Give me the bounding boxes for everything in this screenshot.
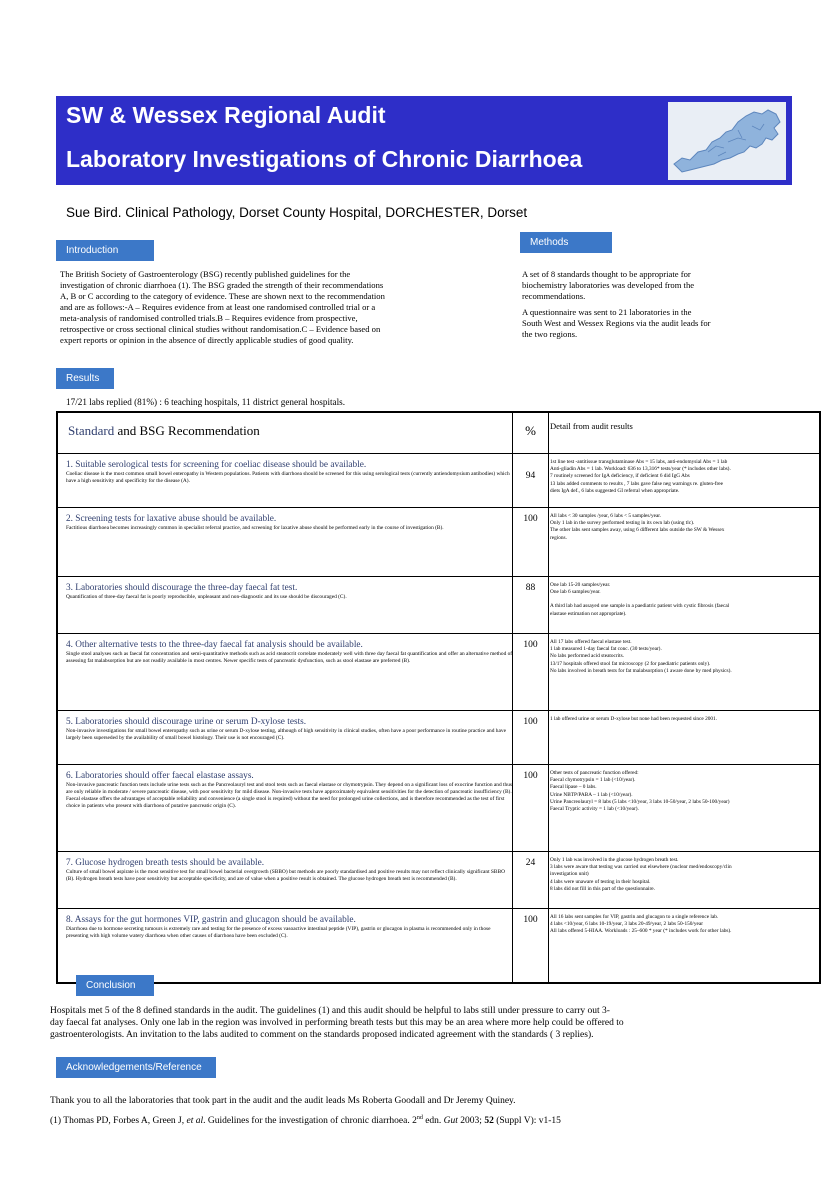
percent-cell: 100 xyxy=(523,771,538,781)
table-row xyxy=(58,507,819,577)
detail-line: The other labs sent samples away, using 6 different labs outside the SW & Wessex xyxy=(550,527,725,534)
table-row xyxy=(58,851,819,909)
percent-cell: 88 xyxy=(525,583,536,593)
reference-authors: (1) Thomas PD, Forbes A, Green J, xyxy=(50,1116,187,1127)
percent-cell: 100 xyxy=(523,717,538,727)
reference-journal: Gut xyxy=(443,1116,458,1127)
intro-line: retrospective or cross sectional clinical studies without randomisation.C – Evidence based on xyxy=(60,324,381,334)
acknowledgement-text: Thank you to all the laboratories that took part in the audit and the audit leads Ms Roberta Goodall and Dr Jeremy Quiney. xyxy=(50,1096,516,1106)
detail-line: 4 labs <10/year, 6 labs 10-19/year, 3 labs 20-49/year, 2 labs 50-150/year xyxy=(550,921,703,928)
methods-line: biochemistry laboratories was developed from the xyxy=(522,280,695,290)
reference-volume: 52 xyxy=(484,1116,494,1127)
standard-title: 5. Laboratories should discourage urine or serum D-xylose tests. xyxy=(66,717,307,727)
detail-line: 13 labs added comments to results , 7 labs gave false neg warnings re. gluten-free xyxy=(550,480,723,487)
region-map-image xyxy=(668,102,786,180)
methods-heading: Methods xyxy=(520,232,612,253)
percent-cell: 100 xyxy=(523,915,538,925)
detail-cell xyxy=(550,582,815,618)
detail-line: 1st line test -antitissue transglutaminase Abs = 15 labs, anti-endomysial Abs = 1 lab xyxy=(550,459,728,465)
standard-title: 2. Screening tests for laxative abuse should be available. xyxy=(66,514,277,524)
detail-line: diets IgA def., 6 labs suggested GI referral when appropriate. xyxy=(550,487,680,494)
detail-cell xyxy=(550,770,815,813)
header-detail: Detail from audit results xyxy=(550,421,633,431)
detail-cell xyxy=(550,639,815,675)
conclusion-line: day faecal fat analyses. Only one lab in the region was involved in performing breath tests but this may be an area where more help could be offered to xyxy=(50,1018,624,1028)
methods-line: South West and Wessex Regions via the audit leads for xyxy=(522,318,711,328)
detail-line: Faecal Tryptic activity = 1 lab (<10/year). xyxy=(550,806,639,813)
reference-edition-suffix: nd xyxy=(416,1115,423,1121)
acknowledgements-heading: Acknowledgements/Reference xyxy=(56,1057,216,1078)
standard-body: Culture of small bowel aspirate is the most sensitive test for small bowel bacterial overgrowth (SBBO) but methods are poorly standardised and positive results may not reflect clinically significant SBBO (B). Hydrogen breath tests have poor sensitivity but acceptable specificity, and are of value when a positive result is obtained. The glucose hydrogen breath test is recommended (B). xyxy=(66,869,505,882)
banner-title-line2: Laboratory Investigations of Chronic Diarrhoea xyxy=(66,146,583,172)
standard-cell xyxy=(66,716,514,742)
results-heading: Results xyxy=(56,368,114,389)
standard-body: Non-invasive investigations for small bowel enteropathy such as urine or serum D-xylose testing, although of high sensitivity in clinical studies, often have a poor performance in routine practice and have largely been superseded by the availability of small bowel histology. Their use is not encouraged (C). xyxy=(66,728,506,741)
methods-line: recommendations. xyxy=(522,291,586,301)
standard-cell xyxy=(66,770,514,810)
table-row xyxy=(58,710,819,765)
table-header-row xyxy=(58,413,819,453)
banner-title-line1: SW & Wessex Regional Audit xyxy=(66,102,386,128)
detail-cell xyxy=(550,459,815,495)
detail-line: All labs offered 5-HIAA. Workloads : 25–600 * year (* includes work for other labs). xyxy=(550,928,732,935)
standard-cell xyxy=(66,639,514,665)
reference-pages: (Suppl V): v1-15 xyxy=(493,1116,561,1127)
table-row xyxy=(58,576,819,634)
detail-line: regions. xyxy=(550,534,567,541)
standard-title: 6. Laboratories should offer faecal elastase assays. xyxy=(66,771,254,781)
reference-edition: edn. xyxy=(422,1116,444,1127)
standard-cell xyxy=(66,582,514,601)
standard-cell xyxy=(66,914,514,940)
table-row xyxy=(58,633,819,711)
detail-line: 1 lab measured 1-day faecal fat conc. (30 tests/year). xyxy=(550,646,662,653)
title-banner xyxy=(56,96,792,185)
header-standard-rest: and BSG Recommendation xyxy=(114,423,260,438)
intro-line: A, B or C according to the category of evidence. These are shown next to the recommendation xyxy=(60,291,385,301)
reference-citation xyxy=(50,1112,790,1127)
percent-cell: 100 xyxy=(523,514,538,524)
table-row xyxy=(58,453,819,508)
results-summary: 17/21 labs replied (81%) : 6 teaching hospitals, 11 district general hospitals. xyxy=(66,397,346,407)
standard-title: 7. Glucose hydrogen breath tests should be available. xyxy=(66,858,265,868)
detail-line: Anti-gliadin Abs = 1 lab. Workload: 636 to 13,316* tests/year (* includes other labs). xyxy=(550,466,731,473)
standard-body: Quantification of three-day faecal fat is poorly reproducible, unpleasant and non-diagnostic and its use should be discouraged (C). xyxy=(66,594,347,600)
standard-title: 3. Laboratories should discourage the three-day faecal fat test. xyxy=(66,583,298,593)
intro-line: The British Society of Gastroenterology (BSG) recently published guidelines for the xyxy=(60,269,351,279)
detail-line: Only 1 lab in the survey performed testing in its own lab (using tlc). xyxy=(550,520,695,527)
reference-year: 2003; xyxy=(457,1116,485,1127)
detail-line: elastase estimation not appropriate). xyxy=(550,610,627,617)
detail-line: 7 routinely screened for IgA deficiency, if deficient 6 did IgG Abs xyxy=(550,473,690,480)
detail-cell xyxy=(550,513,815,542)
methods-line: A questionnaire was sent to 21 laboratories in the xyxy=(522,307,692,317)
detail-line: Urine NBTP/PABA – 1 lab (<10/year). xyxy=(550,791,633,798)
intro-line: investigation of chronic diarrhoea (1). The BSG graded the strength of their recommendations xyxy=(60,280,384,290)
detail-line: No labs involved in breath tests for fat malabsorption (1 aware done by med physics). xyxy=(550,667,732,674)
table-row xyxy=(58,764,819,852)
standard-title: 4. Other alternative tests to the three-day faecal fat analysis should be available. xyxy=(66,640,363,650)
standards-table xyxy=(56,411,821,984)
standard-body: Factitious diarrhoea becomes increasingly common in specialist referral practice, and screening for laxative abuse should be performed early in the course of investigation (B). xyxy=(66,525,444,531)
standard-cell xyxy=(66,459,514,485)
methods-line: A set of 8 standards thought to be appropriate for xyxy=(522,269,691,279)
methods-text xyxy=(522,269,782,340)
standard-body: Single stool analyses such as faecal fat concentration and semi-quantitative methods such as acid steatocrit correlate moderately well with three day faecal fat quantification and offer an alternative method of assessing fat malabsorption but are not readily available in most centres. Newer specific tests of pancreatic dysfunction, such as stool elastase are preferred (B). xyxy=(66,651,513,664)
detail-line: Only 1 lab was involved in the glucose hydrogen breath test. xyxy=(550,857,679,863)
detail-cell xyxy=(550,914,815,936)
intro-line: expert reports or opinion in the absence of directly applicable studies of good quality. xyxy=(60,335,354,345)
standard-title: 1. Suitable serological tests for screening for coeliac disease should be available. xyxy=(66,460,367,470)
author-affiliation: Sue Bird. Clinical Pathology, Dorset County Hospital, DORCHESTER, Dorset xyxy=(66,205,528,220)
standard-title: 8. Assays for the gut hormones VIP, gastrin and glucagon should be available. xyxy=(66,915,356,925)
detail-line: A third lab had assayed one sample in a paediatric patient with cystic fibrosis (faecal xyxy=(550,603,730,610)
header-standard-word: Standard xyxy=(68,423,115,438)
detail-line: Faecal chymotrypsin = 1 lab (<10/year). xyxy=(550,777,636,784)
detail-line: No labs performed acid steatocrits. xyxy=(550,653,624,660)
reference-etal: et al xyxy=(186,1116,204,1127)
methods-line: the two regions. xyxy=(522,329,578,339)
conclusion-line: Hospitals met 5 of the 8 defined standards in the audit. The guidelines (1) and this audit should be helpful to labs still under pressure to carry out 3- xyxy=(50,1006,610,1016)
detail-line: Faecal lipase – 0 labs. xyxy=(550,784,597,791)
introduction-text xyxy=(60,269,500,346)
detail-line: 13/17 hospitals offered stool fat microscopy (2 for paediatric patients only). xyxy=(550,660,711,667)
standard-body: Non-invasive pancreatic function tests include urine tests such as the Pancreolauryl test and stool tests such as faecal elastase or chymotrypsin. They depend on a significant loss of exocrine function and thus are only reliable in moderate / severe pancreatic disease, with poor sensitivity for mild disease. Non-invasive tests have approximately equivalent sensitivities for the detection of pancreatic insufficiency (B). Faecal elastase offers the advantages of acceptable reliability and convenience (a single stool is required) without the need for prolonged urine collections, and is therefore recommended as the test of first choice in patients who present with diarrhoea of putative pancreatic origin (C). xyxy=(66,782,513,809)
detail-line: One lab 15-20 samples/year. xyxy=(550,582,611,588)
header-standard xyxy=(68,423,260,439)
standard-cell xyxy=(66,513,514,532)
table-row xyxy=(58,908,819,985)
detail-line: One lab 6 samples/year. xyxy=(550,589,601,596)
detail-line: 1 lab offered urine or serum D-xylose but none had been requested since 2001. xyxy=(550,716,717,722)
detail-line: Other tests of pancreatic function offered: xyxy=(550,770,639,776)
conclusion-heading: Conclusion xyxy=(76,975,154,996)
detail-line: All 17 labs offered faecal elastase test. xyxy=(550,639,632,645)
introduction-heading: Introduction xyxy=(56,240,154,261)
standard-body: Coeliac disease is the most common small bowel enteropathy in Western populations. Patients with diarrhoea should be screened for this using serological tests (currently antiendomysium antibodies) which have a high sensitivity and specificity for the disease (A). xyxy=(66,471,510,484)
standard-body: Diarrhoea due to hormone secreting tumours is extremely rare and testing for the presence of excess vasoactive intestinal peptide (VIP), gastrin or glucagon in plasma is recommended only in those presenting with high volume watery diarrhoea when other causes of diarrhoea have been excluded (C). xyxy=(66,926,491,939)
conclusion-text xyxy=(50,1005,780,1041)
detail-line: 3 labs were aware that testing was carried out elsewhere (nuclear med/endoscopy/clin xyxy=(550,864,732,871)
detail-cell xyxy=(550,716,815,723)
detail-cell xyxy=(550,857,815,893)
map-icon xyxy=(668,102,786,180)
percent-cell: 100 xyxy=(523,640,538,650)
detail-line: All 16 labs sent samples for VIP, gastrin and glucagon to a single reference lab. xyxy=(550,914,719,920)
intro-line: and are as follows:-A – Requires evidence from at least one randomised controlled trial or a xyxy=(60,302,376,312)
intro-line: meta-analysis of randomised controlled trials.B – Requires evidence from prospective, xyxy=(60,313,358,323)
header-percent: % xyxy=(525,423,536,438)
detail-line: Urine Pancreolauryl = 8 labs (5 labs <10/year, 3 labs 10-50/year, 2 labs 50-100/year) xyxy=(550,798,730,805)
percent-cell: 94 xyxy=(525,471,536,481)
detail-line: 8 labs did not fill in this part of the questionnaire. xyxy=(550,885,655,892)
detail-line: 4 labs were unaware of testing in their hospital. xyxy=(550,878,651,885)
conclusion-line: gastroenterologists. An invitation to the labs audited to comment on the standards proposed indicated agreement with the standards ( 3 replies). xyxy=(50,1030,594,1040)
standard-cell xyxy=(66,857,514,883)
detail-line: All labs < 30 samples /year, 6 labs < 5 samples/year. xyxy=(550,513,662,519)
reference-title: . Guidelines for the investigation of chronic diarrhoea. 2 xyxy=(203,1116,417,1127)
detail-line: investigation unit) xyxy=(550,871,589,878)
percent-cell: 24 xyxy=(525,858,536,868)
